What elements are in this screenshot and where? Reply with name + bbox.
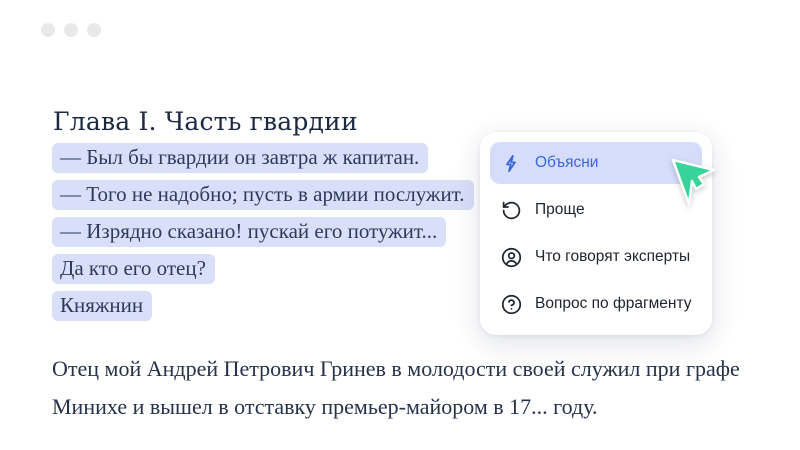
paragraph-line: Минихе и вышел в отставку премьер-майором в 17... году. [52,394,598,419]
body-paragraph [52,350,782,426]
menu-item-simpler[interactable] [490,189,702,231]
epigraph-line[interactable]: Да кто его отец? [52,254,215,284]
assistant-context-menu [480,132,712,335]
epigraph-line[interactable]: — Изрядно сказано! пускай его потужит... [52,217,446,247]
menu-item-label: Что говорят эксперты [535,248,691,265]
rotate-ccw-icon [501,200,522,221]
menu-item-explain[interactable] [490,142,702,184]
spark-lightning-icon [501,153,522,174]
menu-item-label: Проще [535,201,585,218]
paragraph-line: Отец мой Андрей Петрович Гринев в молодости своей служил при графе [52,356,740,381]
user-circle-icon [501,247,522,268]
window-controls [41,23,101,37]
window-dot [64,23,78,37]
selected-passage [52,143,474,328]
menu-item-label: Объясни [535,154,599,171]
chapter-title: Глава I. Часть гвардии [53,106,358,136]
menu-item-question[interactable] [490,283,702,325]
epigraph-line[interactable]: Княжнин [52,291,152,321]
menu-item-label: Вопрос по фрагменту [535,295,692,312]
epigraph-line[interactable]: — Был бы гвардии он завтра ж капитан. [52,143,428,173]
epigraph-line[interactable]: — Того не надобно; пусть в армии послужит. [52,180,474,210]
window-dot [87,23,101,37]
question-circle-icon [501,294,522,315]
window-dot [41,23,55,37]
menu-item-experts[interactable] [490,236,702,278]
